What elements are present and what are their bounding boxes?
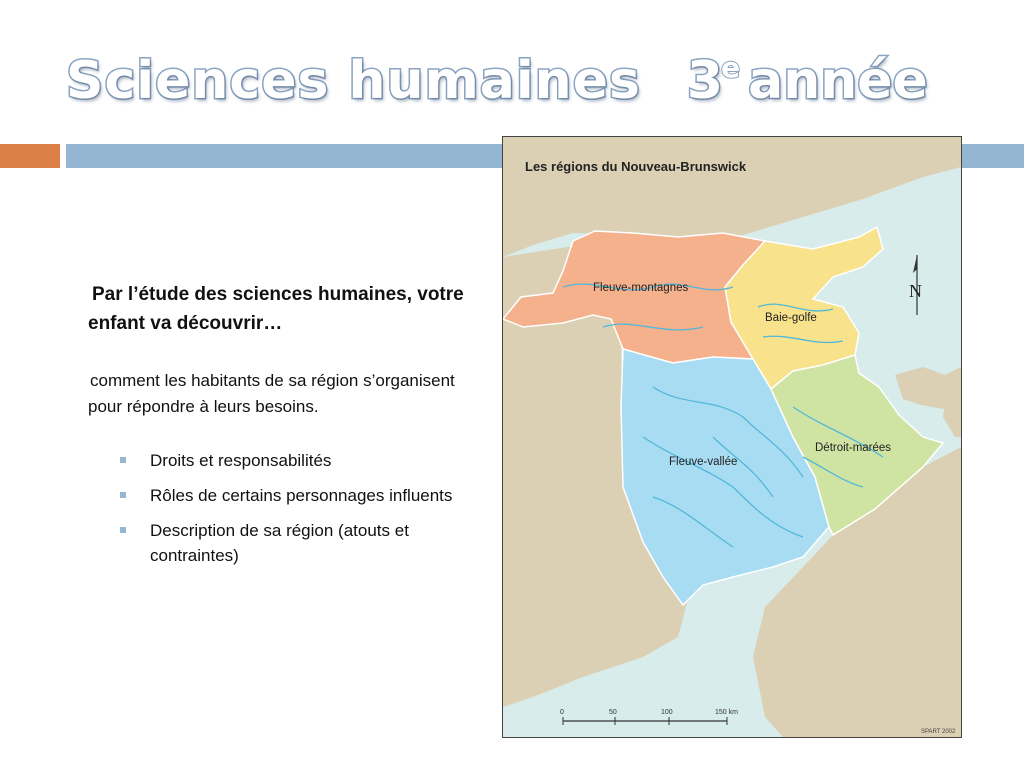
svg-text:50: 50: [609, 709, 617, 716]
content-text: [88, 280, 488, 578]
title-main: Sciences humaines: [66, 51, 641, 111]
bullet-item: Droits et responsabilités: [118, 448, 488, 473]
svg-text:0: 0: [560, 709, 564, 716]
map-svg: [503, 137, 961, 737]
bullet-list: [118, 448, 488, 568]
title-superscript: e: [721, 51, 741, 84]
sub-text: comment les habitants de sa région s’organisent pour répondre à leurs besoins.: [88, 371, 455, 416]
region-label-fleuve-montagnes: Fleuve-montagnes: [593, 282, 689, 294]
map-credit: SPART 2002: [921, 729, 956, 735]
region-label-detroit-marees: Détroit-marées: [815, 442, 892, 454]
bullet-item: Rôles de certains personnages influents: [118, 483, 488, 508]
region-label-fleuve-vallee: Fleuve-vallée: [669, 456, 738, 468]
map-title: Les régions du Nouveau-Brunswick: [525, 159, 747, 174]
title-word: année: [748, 51, 928, 111]
title-number: 3: [686, 51, 724, 111]
bullet-marker-icon: [120, 527, 126, 533]
north-label: N: [909, 281, 922, 301]
bullet-item: Description de sa région (atouts et contraintes): [118, 518, 488, 568]
intro-text: Par l’étude des sciences humaines, votre enfant va découvrir…: [88, 284, 464, 334]
bullet-marker-icon: [120, 457, 126, 463]
map-image: [502, 136, 962, 738]
svg-text:150 km: 150 km: [715, 709, 738, 716]
bullet-marker-icon: [120, 492, 126, 498]
region-label-baie-golfe: Baie-golfe: [765, 312, 817, 324]
slide-title: [66, 46, 928, 116]
svg-text:100: 100: [661, 709, 673, 716]
accent-bar-orange: [0, 144, 60, 168]
